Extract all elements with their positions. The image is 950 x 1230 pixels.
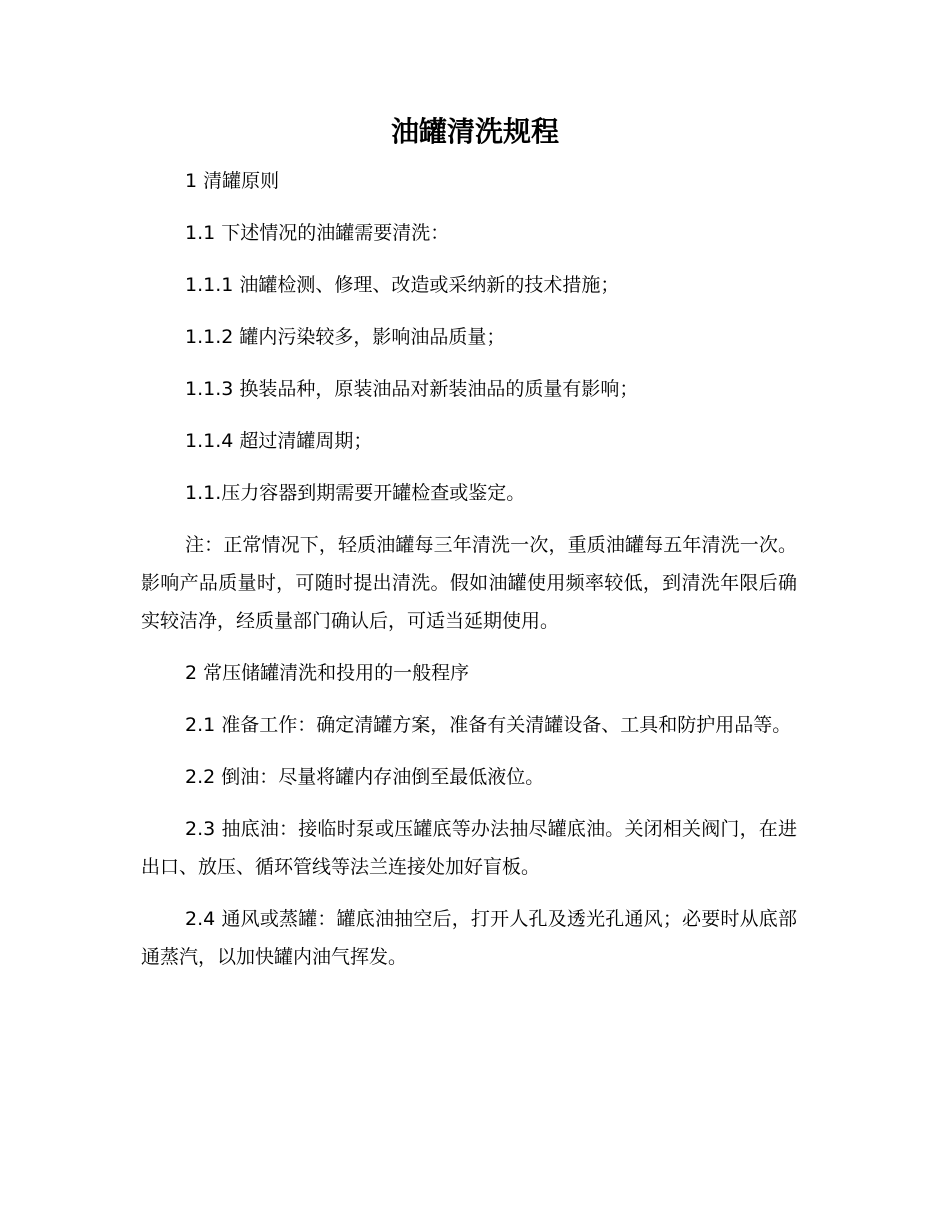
- section-2-heading: 2 常压储罐清洗和投用的一般程序: [185, 662, 470, 684]
- clause-2-2: 2.2 倒油：尽量将罐内存油倒至最低液位。: [185, 766, 545, 788]
- clause-1-1-5: 1.1.压力容器到期需要开罐检查或鉴定。: [185, 482, 526, 504]
- clause-1-1-1: 1.1.1 油罐检测、修理、改造或采纳新的技术措施；: [185, 274, 620, 296]
- clause-1-1-3: 1.1.3 换装品种，原装油品对新装油品的质量有影响；: [185, 378, 639, 400]
- document-title: 油罐清洗规程: [390, 115, 559, 148]
- clause-1-1-4: 1.1.4 超过清罐周期；: [185, 430, 373, 452]
- clause-2-3: 2.3 抽底油：接临时泵或压罐底等办法抽尽罐底油。关闭相关阀门，在进出口、放压、循环管线等法兰连接处加好盲板。: [141, 818, 797, 878]
- clause-1-1-2: 1.1.2 罐内污染较多，影响油品质量；: [185, 326, 506, 348]
- clause-2-4: 2.4 通风或蒸罐：罐底油抽空后，打开人孔及透光孔通风；必要时从底部通蒸汽，以加快罐内油气挥发。: [141, 908, 797, 968]
- note-paragraph: 注：正常情况下，轻质油罐每三年清洗一次，重质油罐每五年清洗一次。影响产品质量时，可随时提出清洗。假如油罐使用频率较低，到清洗年限后确实较洁净，经质量部门确认后，可适当延期使用。: [141, 534, 797, 632]
- document-body: [141, 162, 797, 990]
- clause-1-1: 1.1 下述情况的油罐需要清洗：: [185, 222, 450, 244]
- clause-2-1: 2.1 准备工作：确定清罐方案，准备有关清罐设备、工具和防护用品等。: [185, 714, 792, 736]
- section-1-heading: 1 清罐原则: [185, 170, 280, 192]
